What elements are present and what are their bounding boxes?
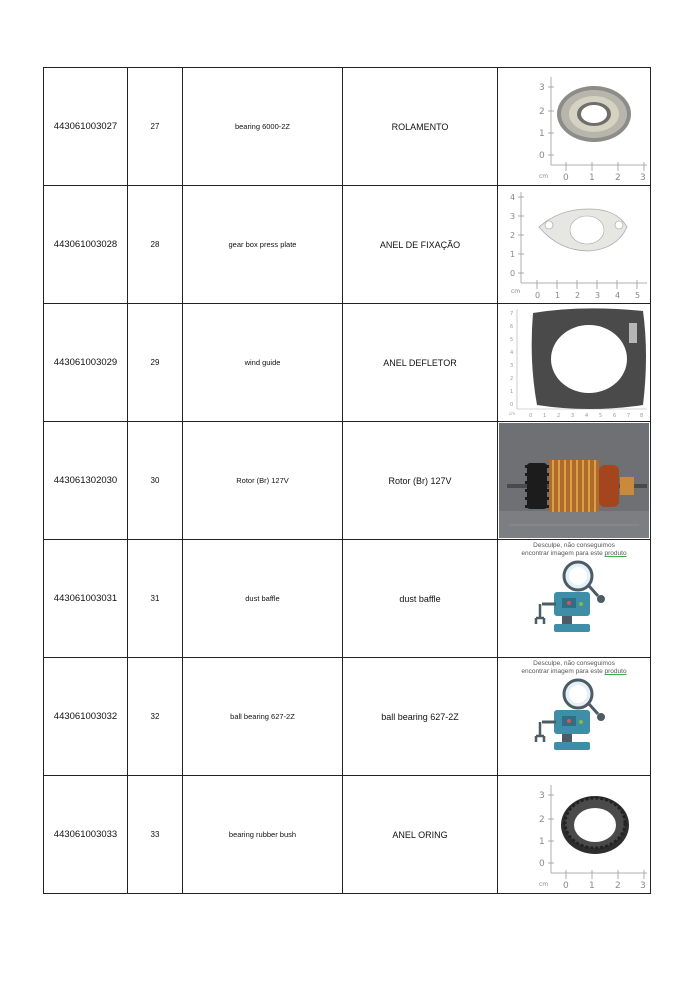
ruler-label: 0 bbox=[535, 291, 541, 300]
ruler-label: 1 bbox=[543, 413, 547, 419]
ruler-label: 0 bbox=[563, 173, 569, 183]
product-image bbox=[498, 186, 651, 304]
product-image bbox=[498, 68, 651, 186]
ruler-label: 2 bbox=[557, 413, 561, 419]
part-code: 443061003032 bbox=[44, 658, 128, 776]
no-image-message: Desculpe, não conseguimos encontrar imagem para este produto bbox=[521, 542, 627, 557]
ruler-unit: cm bbox=[509, 411, 516, 416]
wind-guide-photo bbox=[499, 305, 649, 420]
ruler-label: 3 bbox=[539, 791, 545, 801]
description-en: bearing 6000-2Z bbox=[183, 68, 343, 186]
description-en: bearing rubber bush bbox=[183, 776, 343, 894]
part-code: 443061003028 bbox=[44, 186, 128, 304]
item-number: 29 bbox=[128, 304, 183, 422]
ruler-label: 5 bbox=[635, 291, 641, 300]
table-row bbox=[44, 304, 651, 422]
ruler-label: 2 bbox=[575, 291, 581, 300]
ruler-label: 4 bbox=[510, 193, 516, 202]
item-number: 31 bbox=[128, 540, 183, 658]
ruler-label: 1 bbox=[539, 129, 545, 139]
ruler-label: 0 bbox=[563, 881, 569, 891]
item-number: 28 bbox=[128, 186, 183, 304]
parts-table bbox=[43, 67, 651, 894]
ruler-label: 2 bbox=[539, 107, 545, 117]
ruler-label: 3 bbox=[595, 291, 601, 300]
ruler-label: 0 bbox=[539, 151, 545, 161]
ruler-unit: cm bbox=[511, 288, 521, 295]
product-image-missing bbox=[498, 658, 651, 776]
ruler-label: 6 bbox=[613, 413, 617, 419]
ruler-label: 4 bbox=[615, 291, 621, 300]
part-code: 443061003029 bbox=[44, 304, 128, 422]
ruler-label: 5 bbox=[510, 337, 514, 343]
ruler-label: 3 bbox=[510, 363, 514, 369]
description-pt: dust baffle bbox=[343, 540, 498, 658]
ruler-label: 1 bbox=[510, 250, 516, 259]
description-pt: ANEL ORING bbox=[343, 776, 498, 894]
ruler-label: 3 bbox=[640, 173, 646, 183]
ruler-label: 7 bbox=[627, 413, 631, 419]
ruler-label: 1 bbox=[539, 837, 545, 847]
ruler-label: 2 bbox=[510, 231, 516, 240]
description-en: ball bearing 627-2Z bbox=[183, 658, 343, 776]
product-image bbox=[498, 304, 651, 422]
rubber-bush-photo bbox=[499, 777, 649, 892]
ruler-unit: cm bbox=[539, 173, 549, 180]
ruler-label: 4 bbox=[585, 413, 589, 419]
ruler-label: 3 bbox=[640, 881, 646, 891]
no-image-message: Desculpe, não conseguimos encontrar imagem para este produto bbox=[521, 660, 627, 675]
table-row bbox=[44, 68, 651, 186]
item-number: 30 bbox=[128, 422, 183, 540]
table-row bbox=[44, 658, 651, 776]
table-row bbox=[44, 540, 651, 658]
part-code: 443061003027 bbox=[44, 68, 128, 186]
ruler-label: 3 bbox=[510, 212, 516, 221]
description-en: dust baffle bbox=[183, 540, 343, 658]
ruler-label: 3 bbox=[539, 83, 545, 93]
ruler-label: 0 bbox=[539, 859, 545, 869]
description-en: gear box press plate bbox=[183, 186, 343, 304]
ruler-label: 1 bbox=[589, 881, 595, 891]
ruler-label: 2 bbox=[539, 815, 545, 825]
product-image-missing bbox=[498, 540, 651, 658]
description-pt: Rotor (Br) 127V bbox=[343, 422, 498, 540]
item-number: 32 bbox=[128, 658, 183, 776]
description-pt: ANEL DEFLETOR bbox=[343, 304, 498, 422]
item-number: 27 bbox=[128, 68, 183, 186]
part-code: 443061302030 bbox=[44, 422, 128, 540]
ruler-label: 4 bbox=[510, 350, 514, 356]
ruler-label: 2 bbox=[615, 173, 621, 183]
table-row bbox=[44, 422, 651, 540]
ruler-label: 1 bbox=[555, 291, 561, 300]
ball-bearing-photo bbox=[499, 69, 649, 184]
ruler-label: 3 bbox=[571, 413, 575, 419]
description-en: Rotor (Br) 127V bbox=[183, 422, 343, 540]
press-plate-photo bbox=[499, 187, 649, 302]
ruler-label: 1 bbox=[589, 173, 595, 183]
part-code: 443061003031 bbox=[44, 540, 128, 658]
robot-magnifier-icon bbox=[532, 676, 616, 754]
ruler-label: 0 bbox=[529, 413, 533, 419]
product-image bbox=[498, 776, 651, 894]
ruler-label: 2 bbox=[510, 376, 514, 382]
description-en: wind guide bbox=[183, 304, 343, 422]
product-image bbox=[498, 422, 651, 540]
ruler-label: 1 bbox=[510, 389, 514, 395]
description-pt: ANEL DE FIXAÇÃO bbox=[343, 186, 498, 304]
ruler-label: 5 bbox=[599, 413, 603, 419]
ruler-label: 0 bbox=[510, 269, 516, 278]
rotor-photo bbox=[499, 423, 649, 538]
description-pt: ball bearing 627-2Z bbox=[343, 658, 498, 776]
ruler-unit: cm bbox=[539, 881, 549, 888]
ruler-label: 8 bbox=[640, 413, 644, 419]
table-row bbox=[44, 776, 651, 894]
ruler-label: 7 bbox=[510, 311, 514, 317]
robot-magnifier-icon bbox=[532, 558, 616, 636]
part-code: 443061003033 bbox=[44, 776, 128, 894]
table-row bbox=[44, 186, 651, 304]
ruler-label: 2 bbox=[615, 881, 621, 891]
ruler-label: 6 bbox=[510, 324, 514, 330]
item-number: 33 bbox=[128, 776, 183, 894]
description-pt: ROLAMENTO bbox=[343, 68, 498, 186]
ruler-label: 0 bbox=[510, 402, 514, 408]
